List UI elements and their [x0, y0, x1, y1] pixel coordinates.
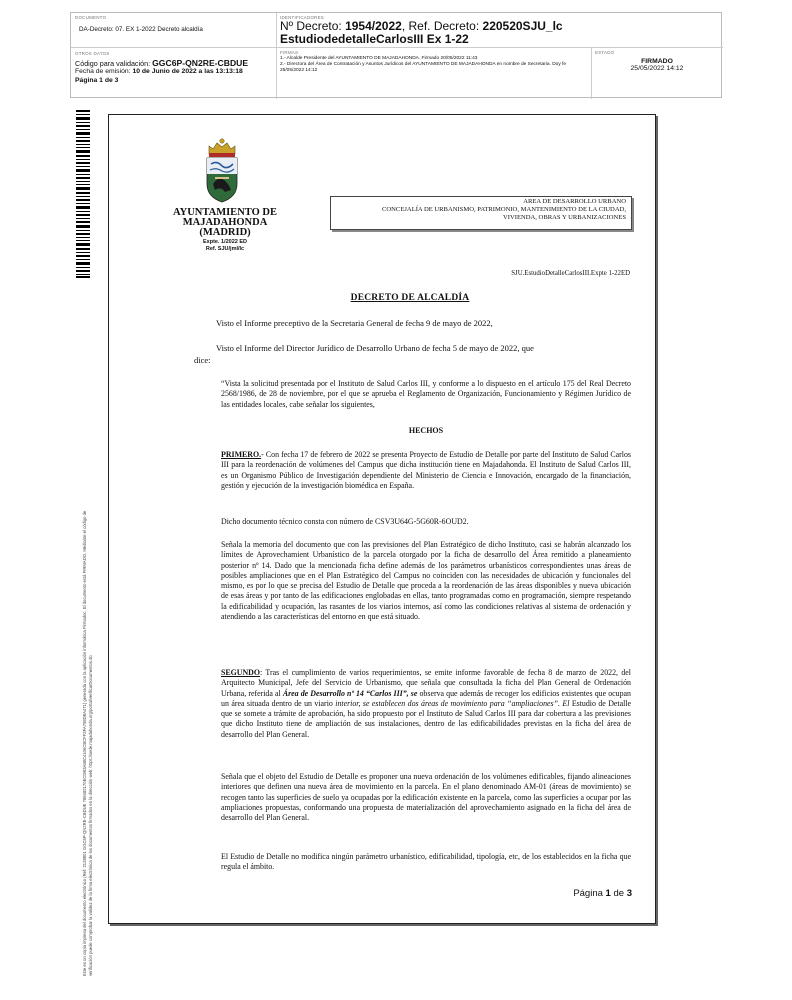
- no-modifica-paragraph: El Estudio de Detalle no modifica ningún parámetro urbanístico, edificabilidad, tipología, etc, de los establecidos en la ficha que regula el ámbito.: [221, 852, 631, 872]
- estado-section: [595, 50, 719, 72]
- document-metadata-header: [70, 12, 722, 98]
- primero-paragraph: [221, 450, 631, 491]
- estado-date: 25/05/2022 14:12: [630, 65, 684, 72]
- page-prefix: Página: [573, 888, 606, 899]
- expediente: Expte. 1/2022 ED: [202, 239, 248, 245]
- documento-section: [75, 15, 203, 33]
- firmas-label: FIRMAS: [280, 50, 299, 55]
- hechos-heading: HECHOS: [408, 426, 444, 435]
- ayuntamiento-block: [160, 208, 290, 252]
- reference: Ref. SJU/jml/lc: [205, 246, 245, 252]
- segundo-paragraph: [221, 668, 631, 740]
- area-desarrollo-box: [330, 196, 632, 230]
- barcode-icon: [76, 110, 90, 278]
- fecha-value: 10 de Junio de 2022 a las 13:13:18: [132, 68, 243, 75]
- page-total: 3: [626, 888, 632, 899]
- firma-2: 2.- Directora del Área de Contratación y Asuntos Jurídicos del AYUNTAMIENTO DE MAJADAHONDA en nombre de Secretaria. Doy fe 25/05/2022 14:12: [280, 62, 567, 73]
- pagina-header: Página 1 de 3: [75, 76, 119, 84]
- visto-paragraph-2-end: dice:: [194, 355, 211, 365]
- ayuntamiento-line-3: (MADRID): [199, 227, 251, 238]
- verification-line-1: Este es un copia impresa del documento electrónico (Ref: 2128801 GGC6P-QN2RE-CBDUE 789482170ECDB3A88C4106CBCFF3FA758D8A471) generada con la aplicación informática Firmadoc. El documento está FIRMADO. Mediante el código de: [82, 510, 87, 976]
- page-number: [540, 888, 632, 899]
- fecha-prefix: Fecha de emisión:: [75, 68, 133, 75]
- ref-prefix: , Ref. Decreto:: [401, 19, 483, 33]
- otros-datos-label: OTROS DATOS: [75, 51, 110, 56]
- coat-of-arms-icon: [203, 134, 241, 204]
- ref-line-2: EstudiodedetalleCarlosIII Ex 1-22: [280, 32, 469, 46]
- senala-paragraph: Señala la memoria del documento que con las previsiones del Plan Estratégico de dicho Instituto, casi se habrán alcanzado los límites de Aprovechamient Urbanístico de la parcela otorgado por la ficha de desarrollo del Área remitido a planeamiento posterior nº 14. Dado que la mencionada ficha define además de los parámetros urbanísticos correspondientes unas áreas de posibles ampliaciones que en el Plan Estratégico del Campus no coinciden con las necesidades de ubicación y funcionales del mismo, es por lo que se precisa del Estudio de Detalle que proceda a la reordenación de las áreas disponibles y nueva ubicación de esas áreas y por tanto de las edificaciones englobadas en ellas, tanto programadas como en programación, siempre respetando la edificabilidad y ocupación, las rasantes de los viarios internos, así como las condiciones relativas al sistema de ordenación y atendiendo a las características del entorno en que está situado.: [221, 540, 631, 622]
- fecha-emision: [75, 68, 248, 77]
- identificadores-label: IDENTIFICADORES: [280, 15, 325, 20]
- page-current: 1: [605, 888, 611, 899]
- primero-text: - Con fecha 17 de febrero de 2022 se presenta Proyecto de Estudio de Detalle por parte del Instituto de Salud Carlos III para la reordenación de volúmenes del Campus que dicha institución tiene en Majadahonda. El Instituto de Salud Carlos III, es un Organismo Público de Investigación dependiente del Ministerio de Ciencia e Innovación, encargado de la financiación, gestión y ejecución de la investigación biomédica en España.: [221, 450, 631, 490]
- segundo-italic-2: interior, se establecen dos áreas de movimiento para “ampliaciones”. El: [335, 698, 570, 708]
- estado-label: ESTADO: [595, 50, 615, 55]
- decreto-prefix: Nº Decreto:: [280, 19, 346, 33]
- estado-value: FIRMADO: [641, 58, 673, 65]
- page-de: de: [610, 888, 627, 899]
- codigo-value: GGC6P-QN2RE-CBDUE: [152, 57, 249, 68]
- segundo-text-a: : Tras el cumplimiento de varios requerimientos, se emite informe favorable de fecha 8 de marzo de 2022, del Arquitecto Municipal, Jefe del Servicio de Urbanismo, que señala que consultada la ficha del Plan General de Ordenación Urbana, referida al: [221, 668, 631, 698]
- segundo-label: SEGUNDO: [221, 668, 261, 677]
- objeto-paragraph: Señala que el objeto del Estudio de Detalle es proponer una nueva ordenación de los volúmenes edificables, fijando alineaciones interiores que definen una nueva área de movimiento en la parcela. En el plano denominado AM-01 (áreas de movimiento) se recogen tanto las superficies de suelo ya ocupadas por la edificación existente en la parcela, como las superficies a ocupar por las ampliaciones propuestas, conformando una propuesta de materialización del aprovechamiento asignado en la ficha del área de desarrollo del Plan General.: [221, 772, 631, 823]
- area-line-1: AREA DE DESARROLLO URBANO: [523, 198, 626, 205]
- ayuntamiento-line-2: MAJADAHONDA: [182, 217, 268, 228]
- documento-label: DOCUMENTO: [75, 15, 107, 20]
- sju-reference: SJU.EstudioDetalleCarlosIII.Expte 1-22ED: [511, 270, 630, 277]
- document-title: DECRETO DE ALCALDÍA: [350, 293, 470, 303]
- identificadores-section: [280, 15, 563, 46]
- verification-line-2: verificación puede comprobar la validez de la firma electrónica de los documentos firmados en la dirección web: https://sede.majadahonda.org/portal/verificarDocumentos.do: [88, 655, 93, 976]
- intro-paragraph: “Vista la solicitud presentada por el Instituto de Salud Carlos III, y conforme a lo dispuesto en el artículo 175 del Real Decreto 2568/1986, de 28 de noviembre, por el que se aprueba el Reglamento de Organización, Funcionamiento y Régimen Jurídico de las entidades locales, cabe señalar los siguientes,: [221, 379, 631, 409]
- primero-label: PRIMERO.: [221, 450, 262, 459]
- codigo-validacion: [75, 59, 248, 69]
- area-line-2: CONCEJALÍA DE URBANISMO, PATRIMONIO, MANTENIMIENTO DE LA CIUDAD,: [382, 206, 626, 213]
- decreto-number: 1954/2022: [345, 19, 402, 33]
- ref-number: 220520SJU_lc: [482, 19, 563, 33]
- segundo-text-b: observa que además de recoger los edificios existentes que ocupan un área situada dentro de un viario: [221, 688, 632, 708]
- segundo-italic-1: Área de Desarrollo nº 14 “Carlos III”, se: [282, 688, 418, 698]
- csv-paragraph: Dicho documento técnico consta con número de CSV3U64G-5G60R-6OUD2.: [221, 517, 469, 526]
- otros-datos-section: [75, 50, 248, 85]
- firma-1: 1.- Alcalde Presidente del AYUNTAMIENTO DE MAJADAHONDA. Firmado 20/05/2022 11:43: [280, 56, 478, 61]
- electronic-verification-note: [82, 296, 94, 976]
- segundo-text-c: Estudio de Detalle que se somete a trámite de aprobación, ha sido propuesto por el Instituto de Salud Carlos III para dar cobertura a las previsiones que dicho Instituto tiene de ampliación de sus instalaciones, dentro de las edificabilidades previstas en la ficha del área de desarrollo del Plan General.: [221, 698, 632, 739]
- visto-paragraph-1: Visto el Informe preceptivo de la Secretaria General de fecha 9 de mayo de 2022,: [216, 318, 493, 328]
- ayuntamiento-line-1: AYUNTAMIENTO DE: [173, 207, 277, 218]
- visto-paragraph-2: Visto el Informe del Director Jurídico de Desarrollo Urbano de fecha 5 de mayo de 2022, que: [216, 343, 534, 353]
- codigo-prefix: Código para validación:: [75, 58, 153, 68]
- area-line-3: VIVIENDA, OBRAS Y URBANIZACIONES: [503, 214, 626, 221]
- firmas-section: [280, 50, 580, 74]
- documento-value: DA-Decreto: 07. EX 1-2022 Decreto alcaldía: [79, 26, 203, 33]
